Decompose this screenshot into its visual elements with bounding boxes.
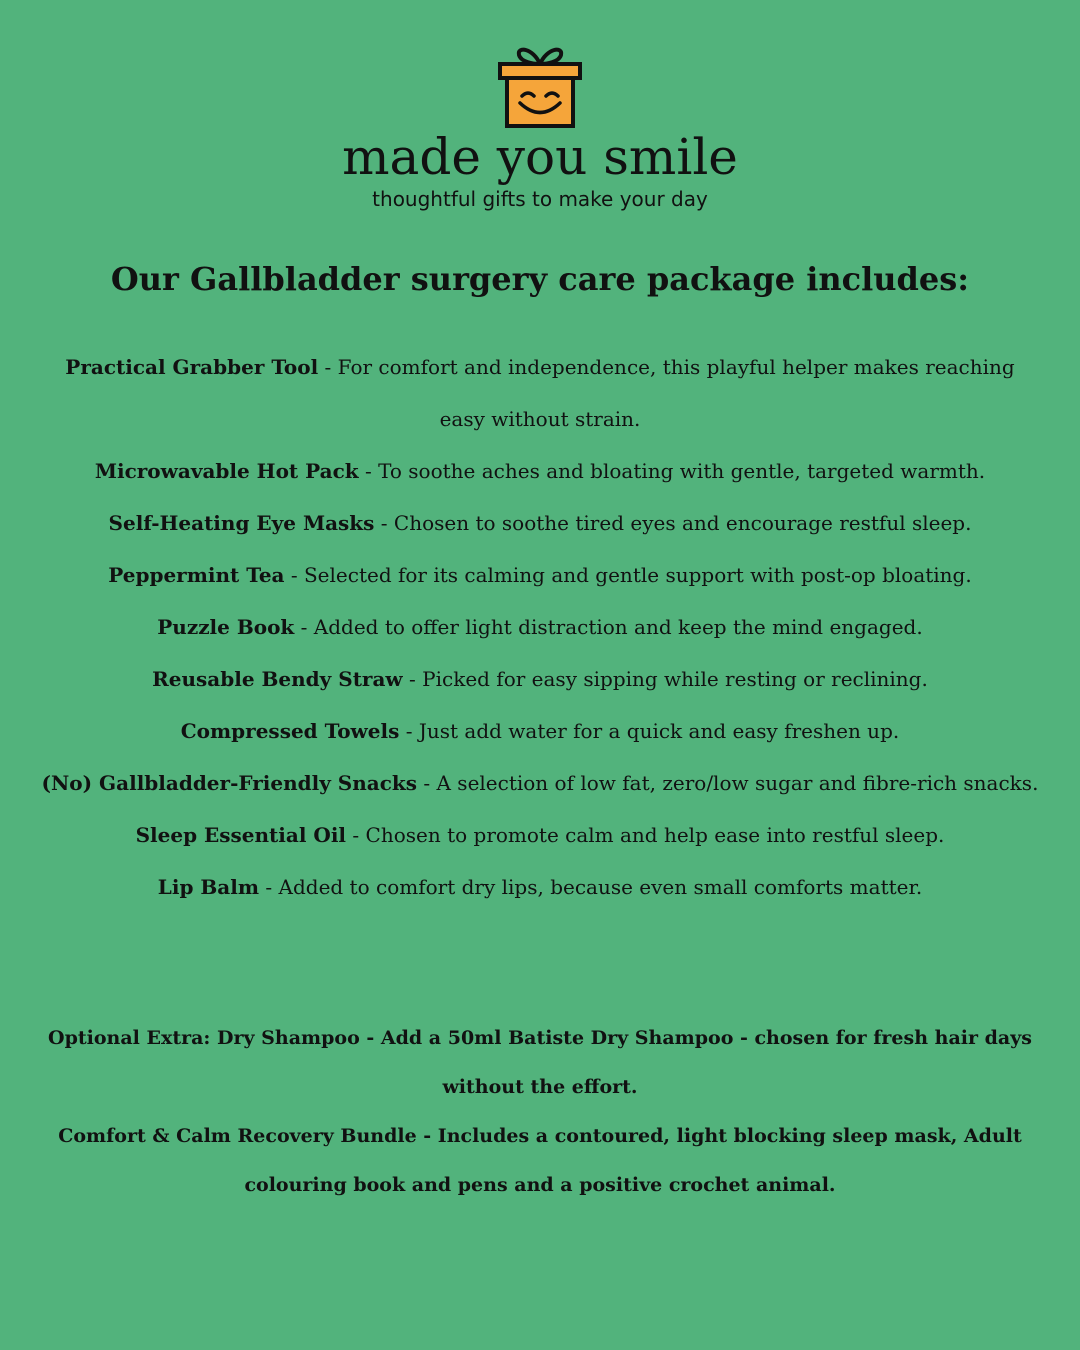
list-item [40, 497, 1040, 549]
item-name: Sleep Essential Oil [135, 823, 347, 847]
item-description: To soothe aches and bloating with gentle, targeted warmth. [378, 459, 986, 483]
item-name: Lip Balm [157, 875, 260, 899]
recovery-bundle: Comfort & Calm Recovery Bundle - Includes a contoured, light blocking sleep mask, Adult colouring book and pens and a positive crochet animal. [58, 1125, 1022, 1196]
item-description: Selected for its calming and gentle support with post-op bloating. [303, 563, 972, 587]
item-name: Self-Heating Eye Masks [108, 511, 375, 535]
item-separator: - [417, 771, 437, 795]
optional-extra-dry-shampoo: Optional Extra: Dry Shampoo - Add a 50ml Batiste Dry Shampoo - chosen for fresh hair days without the effort. [48, 1027, 1032, 1098]
item-name: Peppermint Tea [108, 563, 285, 587]
item-separator: - [318, 355, 338, 379]
brand-tagline: thoughtful gifts to make your day [372, 187, 708, 211]
brand-logo [0, 40, 1080, 212]
item-description: Just add water for a quick and easy freshen up. [418, 719, 900, 743]
item-name: Microwavable Hot Pack [94, 459, 359, 483]
item-name: Practical Grabber Tool [65, 355, 319, 379]
page-heading: Our Gallbladder surgery care package includes: [110, 260, 970, 298]
list-item [40, 341, 1040, 445]
optional-extras [40, 1014, 1040, 1210]
item-description: Added to offer light distraction and keep the mind engaged. [313, 615, 923, 639]
item-separator: - [374, 511, 394, 535]
list-item [40, 653, 1040, 705]
list-item [40, 861, 1040, 913]
item-separator: - [259, 875, 279, 899]
item-description: Chosen to soothe tired eyes and encourage restful sleep. [393, 511, 972, 535]
item-separator: - [346, 823, 366, 847]
item-name: Puzzle Book [157, 615, 295, 639]
item-description: Chosen to promote calm and help ease into restful sleep. [365, 823, 945, 847]
item-name: (No) Gallbladder-Friendly Snacks [41, 771, 418, 795]
item-description: For comfort and independence, this playful helper makes reaching easy without strain. [337, 355, 1015, 431]
brand-name: made you smile [342, 128, 738, 186]
item-separator: - [284, 563, 304, 587]
list-item [40, 445, 1040, 497]
item-separator: - [402, 667, 423, 691]
list-item [40, 601, 1040, 653]
item-description: Picked for easy sipping while resting or reclining. [422, 667, 928, 691]
list-item [40, 809, 1040, 861]
smiling-gift-box-icon [495, 40, 585, 130]
package-items-list [40, 341, 1040, 913]
list-item [40, 757, 1040, 809]
item-description: Added to comfort dry lips, because even small comforts matter. [278, 875, 923, 899]
item-name: Reusable Bendy Straw [152, 667, 403, 691]
list-item [40, 549, 1040, 601]
list-item [40, 705, 1040, 757]
item-separator: - [358, 459, 379, 483]
item-separator: - [399, 719, 419, 743]
item-separator: - [294, 615, 314, 639]
item-name: Compressed Towels [180, 719, 400, 743]
item-description: A selection of low fat, zero/low sugar and fibre-rich snacks. [436, 771, 1039, 795]
